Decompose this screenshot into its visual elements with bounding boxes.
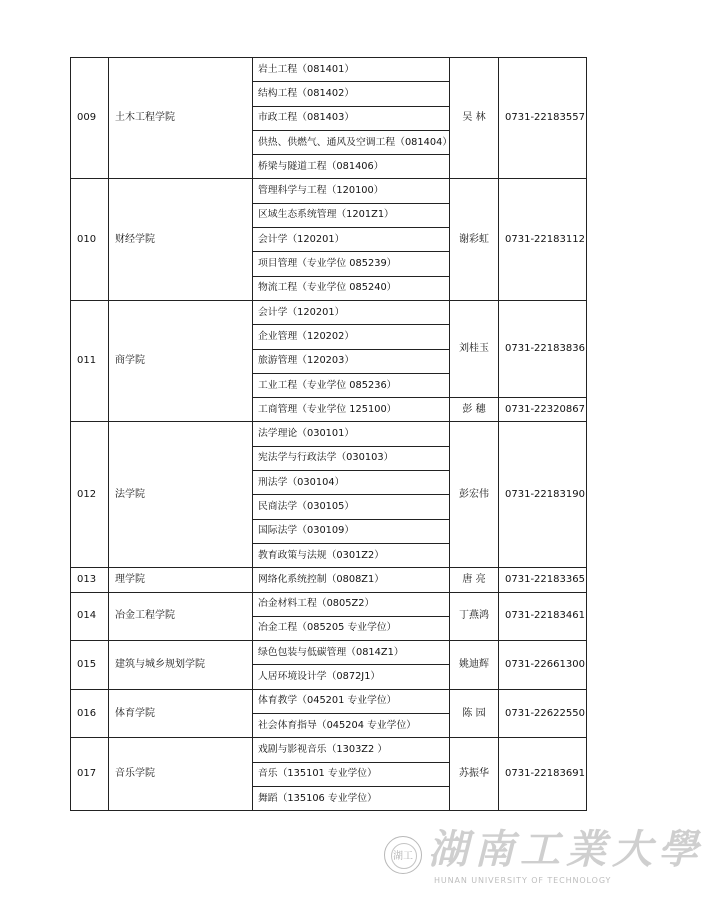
college-code: 010 [71,179,109,300]
college-code: 013 [71,568,109,592]
major-name: 旅游管理（120203） [253,349,450,373]
contact-person: 彭宏伟 [450,422,499,568]
major-name: 市政工程（081403） [253,106,450,130]
college-name: 体育学院 [109,689,253,738]
contact-phone: 0731-22183557 [499,58,587,179]
table-row [71,641,587,665]
contact-phone: 0731-22320867 [499,398,587,422]
contact-phone: 0731-22183461 [499,592,587,641]
table-row [71,689,587,713]
major-name: 人居环境设计学（0872J1） [253,665,450,689]
major-name: 教育政策与法规（0301Z2） [253,543,450,567]
major-name: 体育教学（045201 专业学位） [253,689,450,713]
major-name: 桥梁与隧道工程（081406） [253,155,450,179]
contact-phone: 0731-22183365 [499,568,587,592]
major-name: 企业管理（120202） [253,325,450,349]
contact-person: 刘桂玉 [450,300,499,397]
contact-phone: 0731-22661300 [499,641,587,690]
college-code: 017 [71,738,109,811]
university-logo [380,826,704,890]
major-name: 绿色包装与低碳管理（0814Z1） [253,641,450,665]
college-contact-table [70,57,587,811]
contact-person: 姚迪辉 [450,641,499,690]
university-name-cn: 湖南工業大學 [428,826,704,873]
college-code: 014 [71,592,109,641]
table-row [71,422,587,446]
contact-person: 陈 园 [450,689,499,738]
major-name: 岩土工程（081401） [253,58,450,82]
college-code: 009 [71,58,109,179]
major-name: 民商法学（030105） [253,495,450,519]
major-name: 社会体育指导（045204 专业学位） [253,714,450,738]
contact-person: 苏振华 [450,738,499,811]
university-seal-icon [384,836,422,874]
table-row [71,179,587,203]
college-name: 音乐学院 [109,738,253,811]
college-name: 财经学院 [109,179,253,300]
contact-phone: 0731-22183691 [499,738,587,811]
contact-person: 丁燕鸿 [450,592,499,641]
major-name: 舞蹈（135106 专业学位） [253,786,450,810]
major-name: 冶金工程（085205 专业学位） [253,616,450,640]
college-code: 015 [71,641,109,690]
contact-person: 唐 亮 [450,568,499,592]
major-name: 音乐（135101 专业学位） [253,762,450,786]
contact-person: 谢彩虹 [450,179,499,300]
major-name: 冶金材料工程（0805Z2） [253,592,450,616]
major-name: 会计学（120201） [253,228,450,252]
major-name: 会计学（120201） [253,300,450,324]
college-code: 016 [71,689,109,738]
seal-text: 湖工 [393,851,413,862]
major-name: 法学理论（030101） [253,422,450,446]
major-name: 供热、供燃气、通风及空调工程（081404） [253,130,450,154]
table-row [71,592,587,616]
major-name: 网络化系统控制（0808Z1） [253,568,450,592]
contact-phone: 0731-22183836 [499,300,587,397]
major-name: 戏剧与影视音乐（1303Z2 ） [253,738,450,762]
major-name: 工商管理（专业学位 125100） [253,398,450,422]
major-name: 国际法学（030109） [253,519,450,543]
college-name: 土木工程学院 [109,58,253,179]
major-name: 工业工程（专业学位 085236） [253,373,450,397]
table-row [71,568,587,592]
college-name: 建筑与城乡规划学院 [109,641,253,690]
major-name: 宪法学与行政法学（030103） [253,446,450,470]
contact-person: 彭 穗 [450,398,499,422]
major-name: 管理科学与工程（120100） [253,179,450,203]
contact-phone: 0731-22622550 [499,689,587,738]
college-name: 商学院 [109,300,253,421]
college-code: 012 [71,422,109,568]
college-code: 011 [71,300,109,421]
college-name: 法学院 [109,422,253,568]
contact-phone: 0731-22183112 [499,179,587,300]
college-name: 冶金工程学院 [109,592,253,641]
major-name: 项目管理（专业学位 085239） [253,252,450,276]
major-name: 区域生态系统管理（1201Z1） [253,203,450,227]
major-name: 物流工程（专业学位 085240） [253,276,450,300]
major-name: 刑法学（030104） [253,471,450,495]
table-row [71,58,587,82]
contact-phone: 0731-22183190 [499,422,587,568]
table-body [71,58,587,811]
table-row [71,300,587,324]
university-name-en: HUNAN UNIVERSITY OF TECHNOLOGY [434,876,612,885]
college-name: 理学院 [109,568,253,592]
table-row [71,738,587,762]
major-name: 结构工程（081402） [253,82,450,106]
contact-person: 吴 林 [450,58,499,179]
